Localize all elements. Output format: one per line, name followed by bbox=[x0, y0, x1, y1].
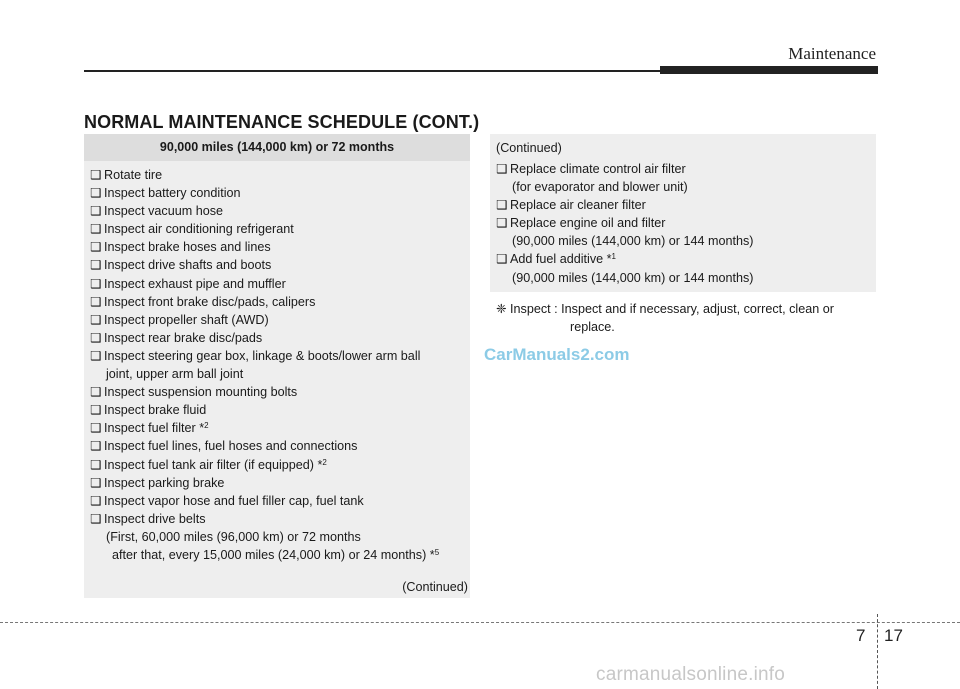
schedule-panel-90000 bbox=[84, 134, 470, 598]
checkbox-icon: ❑ bbox=[90, 511, 102, 526]
list-item: ❑ Inspect brake hoses and lines bbox=[90, 238, 466, 256]
list-item: ❑ Inspect fuel tank air filter (if equipped) *$^2$ bbox=[90, 456, 466, 474]
header-rule bbox=[84, 70, 664, 72]
checkbox-icon: ❑ bbox=[90, 186, 102, 201]
section-label: Maintenance bbox=[788, 44, 876, 63]
footer-watermark[interactable]: carmanualsonline.info bbox=[596, 664, 786, 685]
continued-label: (Continued) bbox=[402, 580, 468, 594]
inspect-note-lead: ❈ Inspect : Inspect and if necessary, adjust, correct, clean or bbox=[496, 302, 834, 316]
list-item: ❑ Inspect drive belts bbox=[90, 510, 466, 528]
chapter-number: 7 bbox=[856, 626, 866, 645]
list-item: ❑ Inspect exhaust pipe and muffler bbox=[90, 275, 466, 293]
checkbox-icon: ❑ bbox=[90, 240, 102, 255]
list-item-continuation: after that, every 15,000 miles (24,000 km) or 24 months) *$^5$ bbox=[112, 547, 440, 562]
checkbox-icon: ❑ bbox=[90, 258, 102, 273]
list-item: ❑ Replace climate control air filter bbox=[496, 160, 872, 178]
checkbox-icon: ❑ bbox=[90, 421, 102, 436]
list-item: ❑ Inspect steering gear box, linkage & boots/lower arm ball bbox=[90, 347, 466, 365]
list-item: ❑ Inspect air conditioning refrigerant bbox=[90, 220, 466, 238]
checkbox-icon: ❑ bbox=[90, 493, 102, 508]
schedule-list bbox=[90, 166, 466, 564]
list-item-continuation: joint, upper arm ball joint bbox=[106, 367, 244, 382]
watermark-link[interactable]: CarManuals2.com bbox=[484, 345, 630, 364]
checkbox-icon: ❑ bbox=[90, 403, 102, 418]
list-item: ❑ Inspect front brake disc/pads, calipers bbox=[90, 293, 466, 311]
list-item: ❑ Inspect propeller shaft (AWD) bbox=[90, 311, 466, 329]
list-item: ❑ Inspect drive shafts and boots bbox=[90, 256, 466, 274]
list-item-continuation: (90,000 miles (144,000 km) or 144 months) bbox=[512, 234, 754, 249]
checkbox-icon: ❑ bbox=[90, 222, 102, 237]
page-title: NORMAL MAINTENANCE SCHEDULE (CONT.) bbox=[84, 112, 480, 132]
list-item: ❑ Replace air cleaner filter bbox=[496, 196, 872, 214]
checkbox-icon: ❑ bbox=[496, 252, 508, 267]
list-item: ❑ Inspect fuel lines, fuel hoses and connections bbox=[90, 437, 466, 455]
checkbox-icon: ❑ bbox=[90, 439, 102, 454]
checkbox-icon: ❑ bbox=[90, 312, 102, 327]
list-item: ❑ Inspect brake fluid bbox=[90, 401, 466, 419]
header-rule-thick bbox=[660, 66, 878, 74]
checkbox-icon: ❑ bbox=[90, 475, 102, 490]
list-item-continuation: (90,000 miles (144,000 km) or 144 months) bbox=[512, 270, 754, 285]
checkbox-icon: ❑ bbox=[496, 216, 508, 231]
list-item: ❑ Replace engine oil and filter bbox=[496, 214, 872, 232]
checkbox-icon: ❑ bbox=[90, 276, 102, 291]
list-item: ❑ Inspect rear brake disc/pads bbox=[90, 329, 466, 347]
checkbox-icon: ❑ bbox=[90, 204, 102, 219]
schedule-heading: 90,000 miles (144,000 km) or 72 months bbox=[84, 134, 470, 161]
schedule-list-continued bbox=[496, 160, 872, 287]
checkbox-icon: ❑ bbox=[496, 198, 508, 213]
list-item: ❑ Inspect vapor hose and fuel filler cap, fuel tank bbox=[90, 492, 466, 510]
inspect-note-cont: replace. bbox=[570, 320, 615, 335]
footer-divider bbox=[0, 622, 960, 623]
list-item: ❑ Inspect fuel filter *$^2$ bbox=[90, 419, 466, 437]
list-item-continuation: (for evaporator and blower unit) bbox=[512, 180, 688, 195]
page-number: 17 bbox=[884, 626, 903, 645]
checkbox-icon: ❑ bbox=[90, 348, 102, 363]
page-number-divider bbox=[877, 614, 878, 689]
checkbox-icon: ❑ bbox=[90, 457, 102, 472]
continued-label: (Continued) bbox=[496, 141, 562, 155]
list-item: ❑ Rotate tire bbox=[90, 166, 466, 184]
list-item-continuation: (First, 60,000 miles (96,000 km) or 72 months bbox=[106, 529, 361, 544]
list-item: ❑ Inspect vacuum hose bbox=[90, 202, 466, 220]
checkbox-icon: ❑ bbox=[90, 168, 102, 182]
list-item: ❑ Inspect battery condition bbox=[90, 184, 466, 202]
footnote-marker: 5 bbox=[434, 547, 440, 557]
checkbox-icon: ❑ bbox=[90, 294, 102, 309]
checkbox-icon: ❑ bbox=[90, 330, 102, 345]
footnote-marker: 1 bbox=[611, 252, 616, 262]
list-item: ❑ Inspect parking brake bbox=[90, 474, 466, 492]
list-item: ❑ Add fuel additive *$^1$ bbox=[496, 250, 872, 268]
inspect-note bbox=[496, 300, 878, 336]
checkbox-icon: ❑ bbox=[90, 385, 102, 400]
footnote-marker: 2 bbox=[322, 457, 327, 467]
list-item: ❑ Inspect suspension mounting bolts bbox=[90, 383, 466, 401]
checkbox-icon: ❑ bbox=[496, 162, 508, 176]
schedule-panel-continued bbox=[490, 134, 876, 292]
footnote-marker: 2 bbox=[204, 421, 209, 431]
